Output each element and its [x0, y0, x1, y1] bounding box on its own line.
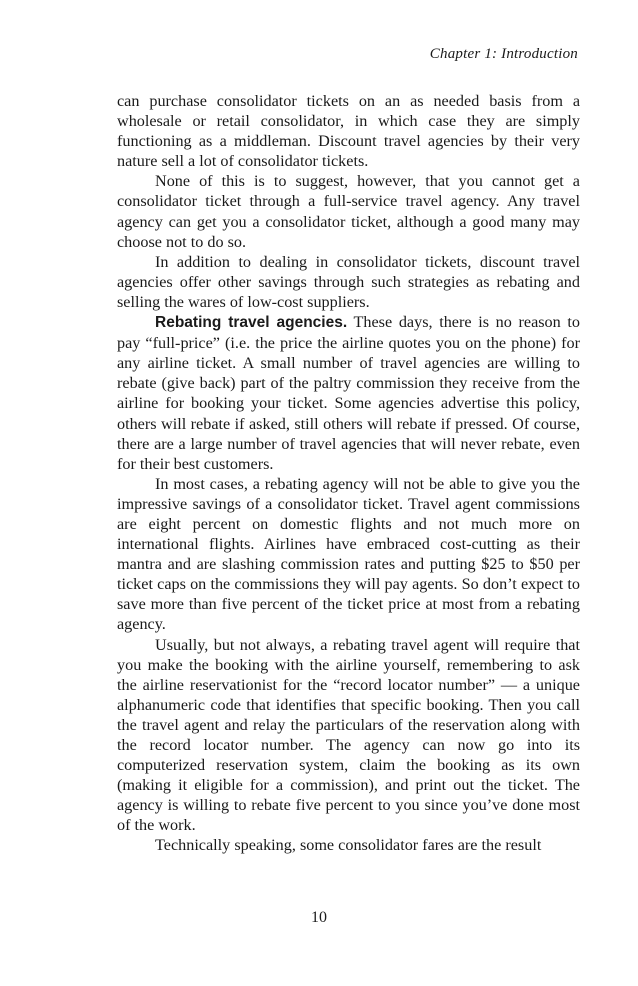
paragraph-rebate-savings: In most cases, a rebating agency will not be able to give you the impressive savings of a consolidator ticket. Travel agent commissions are eight percent on domestic flights and not much more on international flights. Airlines have embraced cost-cutting as their mantra and are slashing commission rates and putting $25 to $50 per ticket caps on the commissions they will pay agents. So don’t expect to save more than five percent of the ticket price at most from a rebating agency.	[117, 474, 580, 634]
run-in-heading: Rebating travel agencies.	[155, 314, 348, 332]
paragraph-discount-agencies: In addition to dealing in consolidator tickets, discount travel agencies offer other savings through such strategies as rebating and selling the wares of low-cost suppliers.	[117, 252, 580, 311]
paragraph-rebating-text: These days, there is no reason to pay “full-price” (i.e. the price the airline quotes you on the phone) for any airline ticket. A small number of travel agencies are willing to rebate (give back) part of the paltry commission they receive from the airline for booking your ticket. Some agencies advertise this policy, others will rebate if asked, still others will rebate if pressed. Of course, there are a large number of travel agencies that will never rebate, even for their best customers.	[117, 313, 580, 473]
paragraph-full-service-agency: None of this is to suggest, however, that you cannot get a consolidator ticket through a full-service travel agency. Any travel agency can get you a consolidator ticket, although a good many may choose not to do so.	[117, 172, 580, 251]
body-text	[117, 91, 580, 856]
page-number: 10	[311, 909, 327, 926]
paragraph-record-locator: Usually, but not always, a rebating travel agent will require that you make the booking with the airline yourself, remembering to ask the airline reservationist for the “record locator number” — a unique alphanumeric code that identifies that specific booking. Then you call the travel agent and relay the particulars of the reservation along with the record locator number. The agency can now go into its computerized reservation system, claim the booking as its own (making it eligible for a commission), and print out the ticket. The agency is willing to rebate five percent to you since you’ve done most of the work.	[117, 635, 580, 835]
running-head: Chapter 1: Introduction	[429, 46, 578, 62]
paragraph-rebating-agencies	[117, 312, 580, 474]
paragraph-consolidator-fares: Technically speaking, some consolidator fares are the result	[155, 836, 542, 855]
paragraph-continued: can purchase consolidator tickets on an as needed basis from a wholesale or retail consolidator, in which case they are simply functioning as a middleman. Discount travel agencies by their very nature sell a lot of consolidator tickets.	[117, 92, 580, 171]
